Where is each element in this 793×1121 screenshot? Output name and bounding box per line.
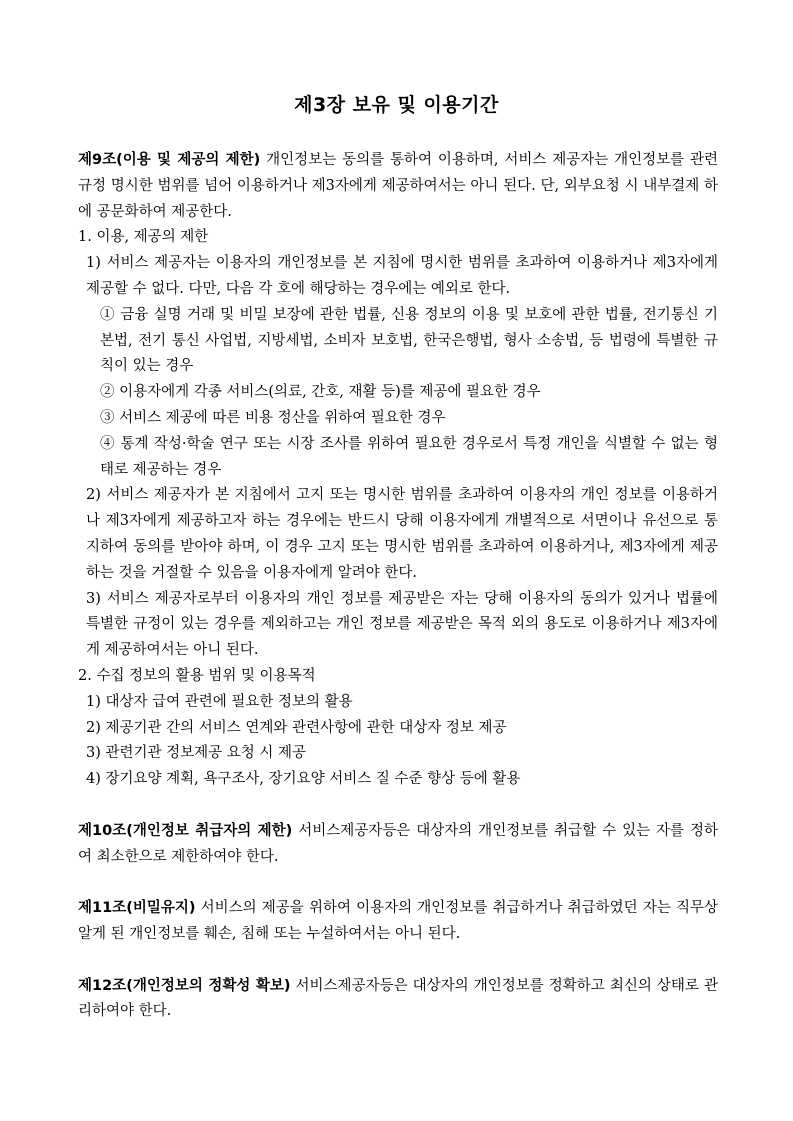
- exception-1: ① 금융 실명 거래 및 비밀 보장에 관한 법률, 신용 정보의 이용 및 보호에 관한 법률, 전기통신 기본법, 전기 통신 사업법, 지방세법, 소비자 보호법, 한국은행법, 형사 소송법, 등 법령에 특별한 규칙이 있는 경우: [100, 306, 718, 375]
- section-2-item-4: 4) 장기요양 계획, 욕구조사, 장기요양 서비스 질 수준 향상 등에 활용: [86, 771, 521, 788]
- section-1-item-1: 1) 서비스 제공자는 이용자의 개인정보를 본 지침에 명시한 범위를 초과하여 이용하거나 제3자에게 제공할 수 없다. 다만, 다음 각 호에 해당하는 경우에는 예외로 한다.: [86, 255, 718, 297]
- section-2-item-2: 2) 제공기관 간의 서비스 연계와 관련사항에 관한 대상자 정보 제공: [86, 719, 507, 736]
- article-10-title: 제10조(개인정보 취급자의 제한): [78, 822, 293, 839]
- article-9-title: 제9조(이용 및 제공의 제한): [78, 152, 261, 168]
- article-11-title: 제11조(비밀유지): [78, 900, 196, 917]
- article-9-text: 개인정보는 동의를 통하여 이용하며, 서비스 제공자는 개인정보를 관련 규정 명시한 범위를 넘어 이용하거나 제3자에게 제공하여서는 아니 된다. 단, 외부요청 시 내부결제 하에 공문화하여 제공한다.: [78, 152, 718, 220]
- chapter-title: 제3장 보유 및 이용기간: [294, 94, 499, 116]
- section-1-item-3: 3) 서비스 제공자로부터 이용자의 개인 정보를 제공받은 자는 당해 이용자의 동의가 있거나 법률에 특별한 규정이 있는 경우를 제외하고는 개인 정보를 제공받은 목적 외의 용도로 이용하거나 제3자에게 제공하여서는 아니 된다.: [86, 590, 718, 659]
- article-9: [78, 148, 718, 225]
- section-1-heading: 1. 이용, 제공의 제한: [78, 229, 209, 246]
- article-10-text: 서비스제공자등은 대상자의 개인정보를 취급할 수 있는 자를 정하여 최소한으로 제한하여야 한다.: [78, 822, 718, 865]
- exception-4: ④ 통계 작성·학술 연구 또는 시장 조사를 위하여 필요한 경우로서 특정 개인을 식별할 수 없는 형태로 제공하는 경우: [100, 435, 718, 478]
- section-2-item-1: 1) 대상자 급여 관련에 필요한 정보의 활용: [86, 693, 353, 710]
- article-12-text: 서비스제공자등은 대상자의 개인정보를 정확하고 최신의 상태로 관리하여야 한다.: [78, 977, 718, 1020]
- section-1-item-2: 2) 서비스 제공자가 본 지침에서 고지 또는 명시한 범위를 초과하여 이용자의 개인 정보를 이용하거나 제3자에게 제공하고자 하는 경우에는 반드시 당해 이용자에게 개별적으로 서면이나 유선으로 통지하여 동의를 받아야 하며, 이 경우 고지 또는 명시한 범위를 초과하여 이용하거나, 제3자에게 제공하는 것을 거절할 수 있음을 이용자에게 알려야 한다.: [86, 487, 718, 581]
- exception-3: ③ 서비스 제공에 따른 비용 정산을 위하여 필요한 경우: [100, 409, 446, 426]
- article-11-text: 서비스의 제공을 위하여 이용자의 개인정보를 취급하거나 취급하였던 자는 직무상 알게 된 개인정보를 훼손, 침해 또는 누설하여서는 아니 된다.: [78, 900, 718, 942]
- article-12-title: 제12조(개인정보의 정확성 확보): [78, 977, 291, 994]
- document-body: [78, 148, 718, 1025]
- article-10: [78, 819, 718, 871]
- section-2-heading: 2. 수집 정보의 활용 범위 및 이용목적: [78, 667, 316, 684]
- article-12: [78, 974, 718, 1026]
- section-2-item-3: 3) 관련기관 정보제공 요청 시 제공: [86, 745, 307, 762]
- exception-2: ② 이용자에게 각종 서비스(의료, 간호, 재활 등)를 제공에 필요한 경우: [100, 384, 541, 401]
- article-11: [78, 896, 718, 948]
